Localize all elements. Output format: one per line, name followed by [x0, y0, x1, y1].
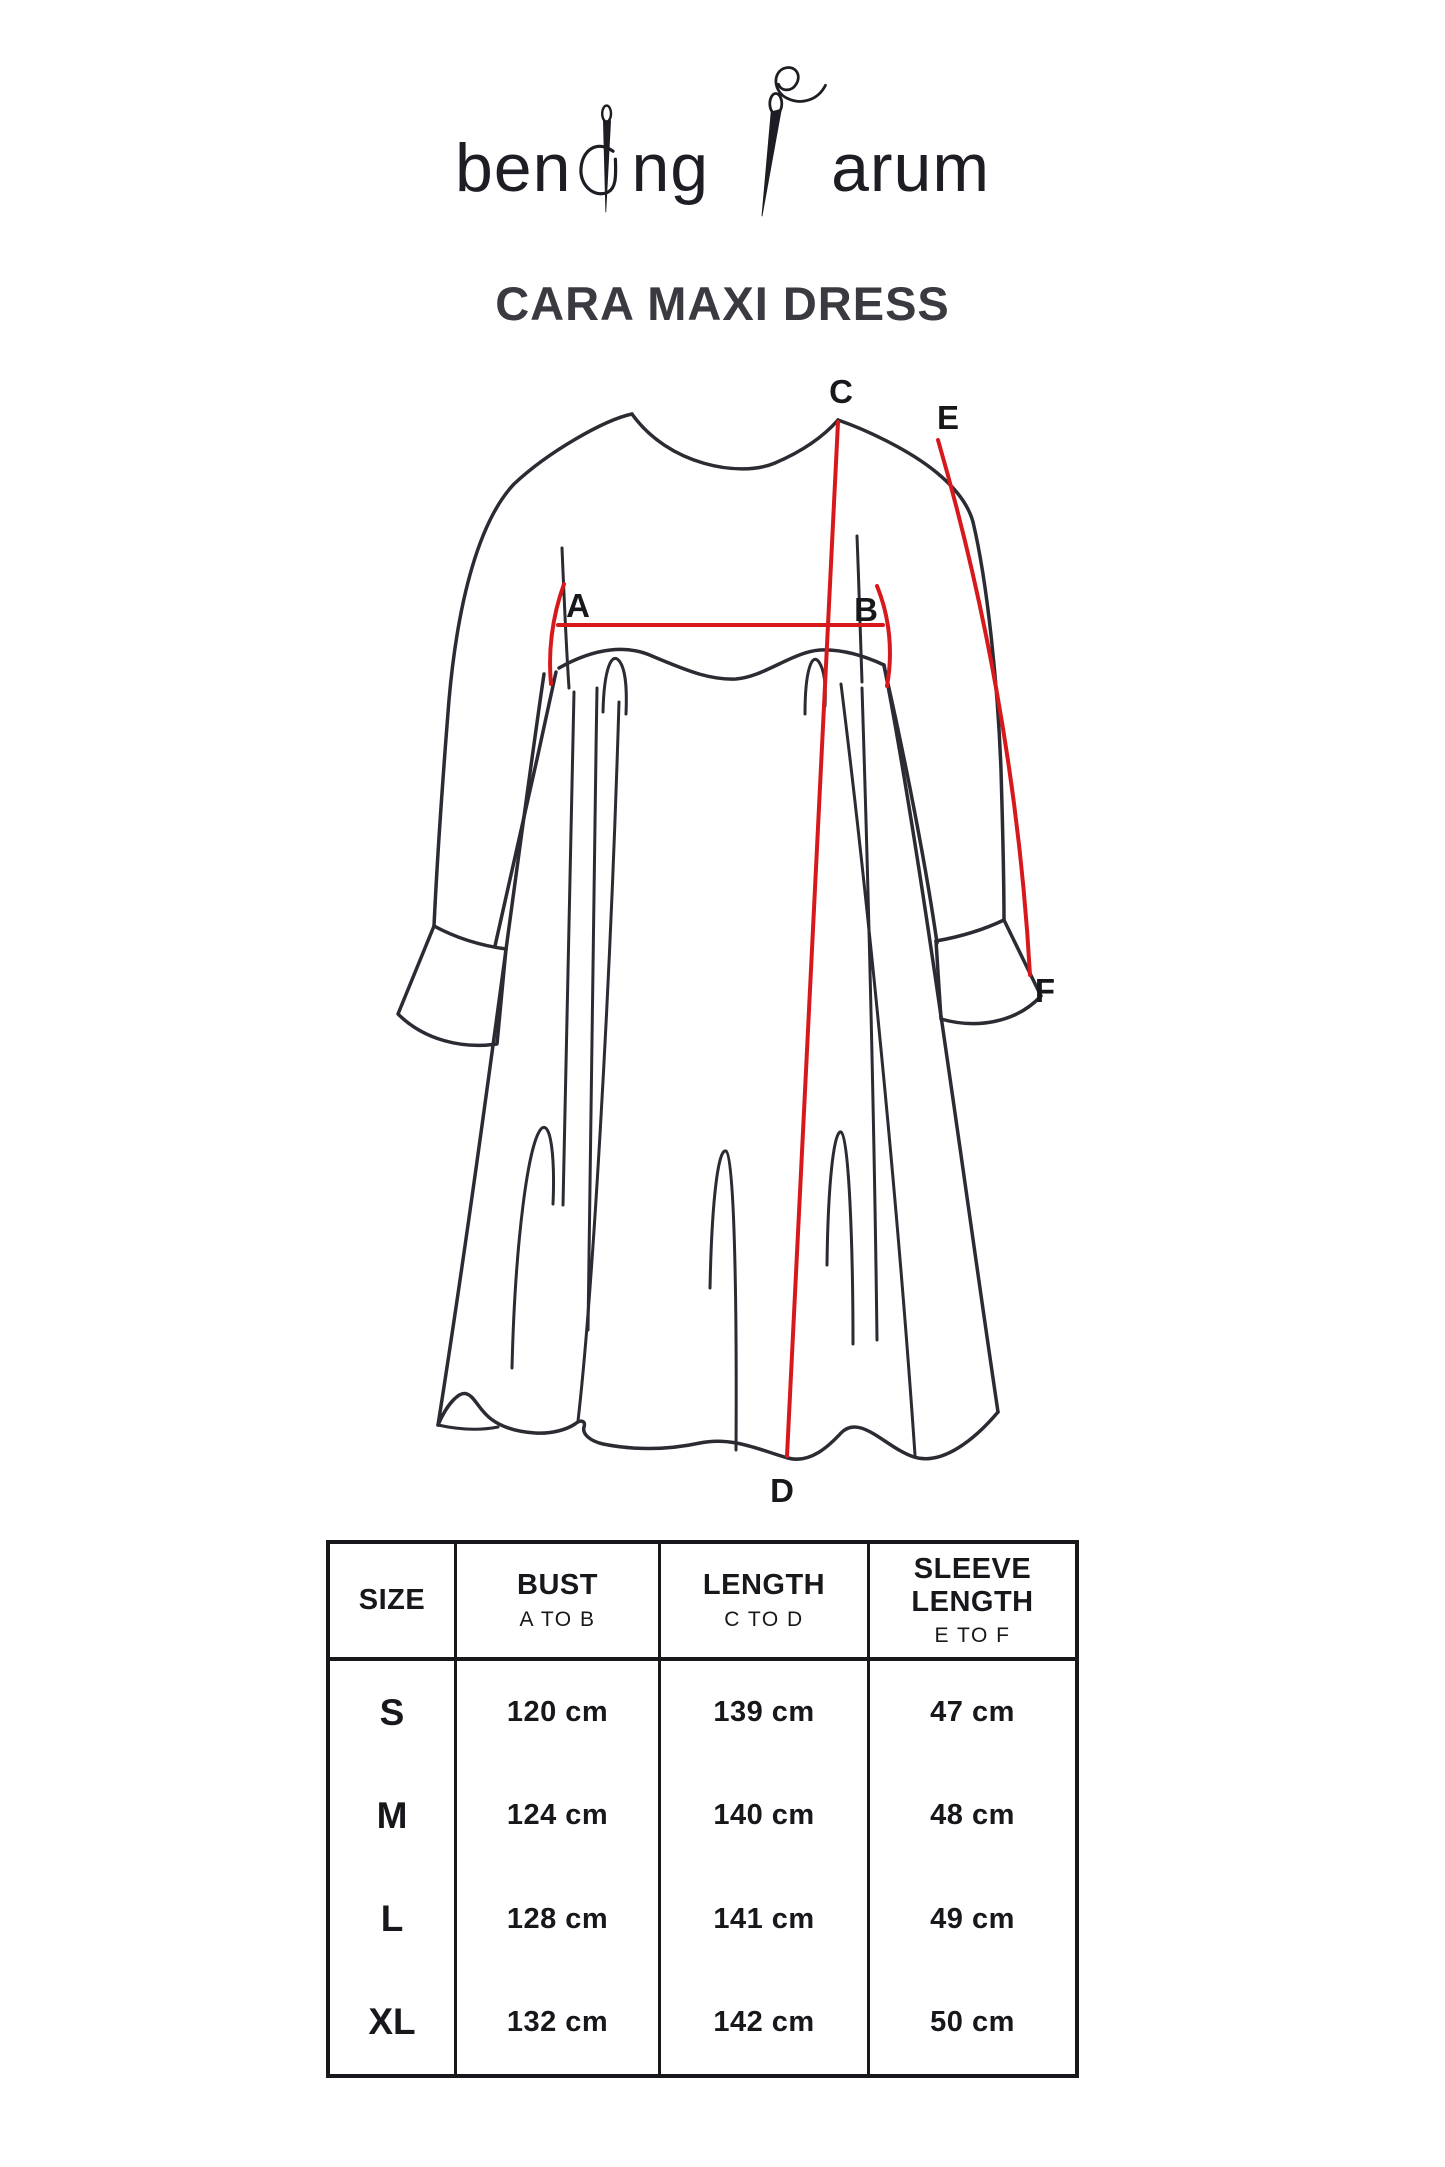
column-label: SIZE [358, 1584, 426, 1617]
column-header-bust [457, 1544, 661, 1661]
column-label: BUST [517, 1569, 598, 1602]
sleeve-length-value: 49 cm [930, 1902, 1015, 1935]
size-column [330, 1661, 457, 2074]
bust-value: 124 cm [506, 1799, 609, 1832]
sleeve-length-column [870, 1661, 1075, 2074]
length-value: 141 cm [713, 1902, 815, 1935]
sleeve-length-value: 50 cm [930, 2005, 1015, 2038]
size-value: XL [368, 2001, 416, 2043]
column-sublabel: C TO D [724, 1607, 804, 1631]
marker-c: C [829, 373, 853, 410]
bust-value: 120 cm [506, 1696, 609, 1729]
bust-line-left-tick [550, 584, 564, 684]
column-header-size [330, 1544, 457, 1661]
marker-a: A [566, 587, 590, 624]
length-column [661, 1661, 870, 2074]
bust-column [457, 1661, 661, 2074]
brand-text-ng: ng [631, 130, 710, 206]
marker-b: B [854, 591, 878, 628]
sleeve-length-value: 48 cm [930, 1799, 1015, 1832]
size-value: L [380, 1898, 404, 1940]
column-header-length [661, 1544, 870, 1661]
marker-f: F [1034, 972, 1056, 1009]
size-table [326, 1540, 1079, 2078]
size-value: S [379, 1691, 405, 1733]
sleeve-length-value: 47 cm [930, 1696, 1015, 1729]
bust-value: 128 cm [506, 1902, 609, 1935]
measurement-lines [550, 422, 1030, 1456]
marker-e: E [936, 399, 960, 436]
length-line-c-d [787, 422, 838, 1456]
sleeve-line-e-f [938, 440, 1030, 975]
column-label: SLEEVE LENGTH [911, 1553, 1034, 1618]
column-sublabel: E TO F [934, 1623, 1011, 1647]
column-label: LENGTH [702, 1569, 826, 1602]
product-title: CARA MAXI DRESS [495, 277, 950, 330]
marker-d: D [770, 1472, 794, 1509]
size-value: M [376, 1794, 408, 1836]
bust-value: 132 cm [506, 2005, 609, 2038]
brand-text-ben: ben [454, 130, 572, 206]
length-value: 142 cm [713, 2005, 815, 2038]
column-header-sleeve-length [870, 1544, 1075, 1661]
column-sublabel: A TO B [519, 1607, 596, 1631]
length-value: 139 cm [713, 1696, 815, 1729]
length-value: 140 cm [713, 1799, 815, 1832]
dress-outline [398, 414, 1041, 1459]
brand-text-arum: arum [831, 130, 991, 206]
